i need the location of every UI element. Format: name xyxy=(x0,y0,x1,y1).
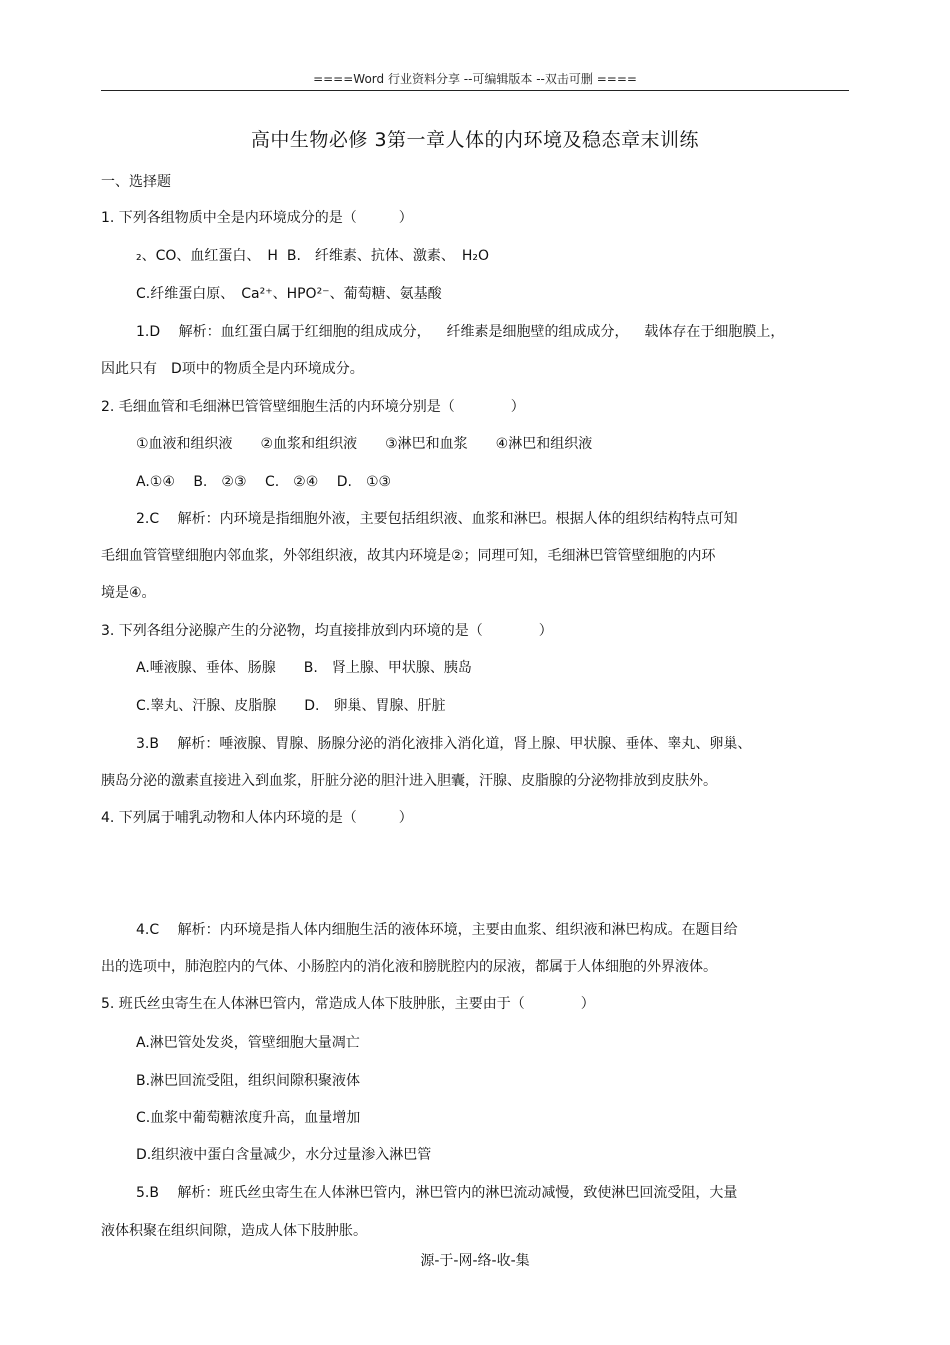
section-heading: 一、选择题 xyxy=(101,174,171,190)
text-line: A.唾液腺、垂体、肠腺 B. 肾上腺、甲状腺、胰岛 xyxy=(136,660,472,676)
text-line: C.睾丸、汗腺、皮脂腺 D. 卵巢、胃腺、肝脏 xyxy=(136,698,446,714)
text-line: 3.B 解析：唾液腺、胃腺、肠腺分泌的消化液排入消化道，肾上腺、甲状腺、垂体、睾丸、卵巢、 xyxy=(136,736,752,752)
text-line: D.组织液中蛋白含量减少，水分过量渗入淋巴管 xyxy=(136,1147,432,1163)
document-title: 高中生物必修 3第一章人体的内环境及稳态章末训练 xyxy=(250,129,700,151)
text-line: 2. 毛细血管和毛细淋巴管管壁细胞生活的内环境分别是（ ） xyxy=(101,399,525,415)
text-line: 5.B 解析：班氏丝虫寄生在人体淋巴管内，淋巴管内的淋巴流动减慢，致使淋巴回流受阻，大量 xyxy=(136,1185,738,1201)
text-line: ①血液和组织液 ②血浆和组织液 ③淋巴和血浆 ④淋巴和组织液 xyxy=(136,436,593,452)
text-line: 4. 下列属于哺乳动物和人体内环境的是（ ） xyxy=(101,810,413,826)
text-line: C.血浆中葡萄糖浓度升高，血量增加 xyxy=(136,1110,361,1126)
text-line: 因此只有 D项中的物质全是内环境成分。 xyxy=(101,361,364,377)
text-line: A.淋巴管处发炎，管壁细胞大量凋亡 xyxy=(136,1035,360,1051)
text-line: 出的选项中，肺泡腔内的气体、小肠腔内的消化液和膀胱腔内的尿液，都属于人体细胞的外界液体。 xyxy=(101,959,717,975)
text-line: 胰岛分泌的激素直接进入到血浆，肝脏分泌的胆汁进入胆囊，汗腺、皮脂腺的分泌物排放到皮肤外。 xyxy=(101,773,717,789)
text-line: 2.C 解析：内环境是指细胞外液，主要包括组织液、血浆和淋巴。根据人体的组织结构特点可知 xyxy=(136,511,738,527)
header-rule xyxy=(101,90,849,91)
text-line: 境是④。 xyxy=(101,585,156,601)
page-footer: 源-于-网-络-收-集 xyxy=(420,1253,530,1269)
text-line: A.①④ B. ②③ C. ②④ D. ①③ xyxy=(136,474,392,490)
text-line: 5. 班氏丝虫寄生在人体淋巴管内，常造成人体下肢肿胀，主要由于（ ） xyxy=(101,996,595,1012)
text-line: 毛细血管管壁细胞内邻血浆，外邻组织液，故其内环境是②；同理可知，毛细淋巴管管壁细胞的内环 xyxy=(101,548,716,564)
page-header: ====Word 行业资料分享 --可编辑版本 --双击可删 ==== xyxy=(313,72,637,86)
text-line: 1. 下列各组物质中全是内环境成分的是（ ） xyxy=(101,210,413,226)
text-line: C.纤维蛋白原、 Ca²⁺、HPO²⁻、葡萄糖、氨基酸 xyxy=(136,286,442,302)
text-line: B.淋巴回流受阻，组织间隙积聚液体 xyxy=(136,1073,361,1089)
text-line: ₂、CO、血红蛋白、 H B. 纤维素、抗体、激素、 H₂O xyxy=(136,248,490,264)
text-line: 4.C 解析：内环境是指人体内细胞生活的液体环境，主要由血浆、组织液和淋巴构成。在题目给 xyxy=(136,922,738,938)
text-line: 液体积聚在组织间隙，造成人体下肢肿胀。 xyxy=(101,1223,367,1239)
text-line: 3. 下列各组分泌腺产生的分泌物，均直接排放到内环境的是（ ） xyxy=(101,623,553,639)
text-line: 1.D 解析：血红蛋白属于红细胞的组成成分， 纤维素是细胞壁的组成成分， 载体存在于细胞膜上， xyxy=(136,324,785,340)
